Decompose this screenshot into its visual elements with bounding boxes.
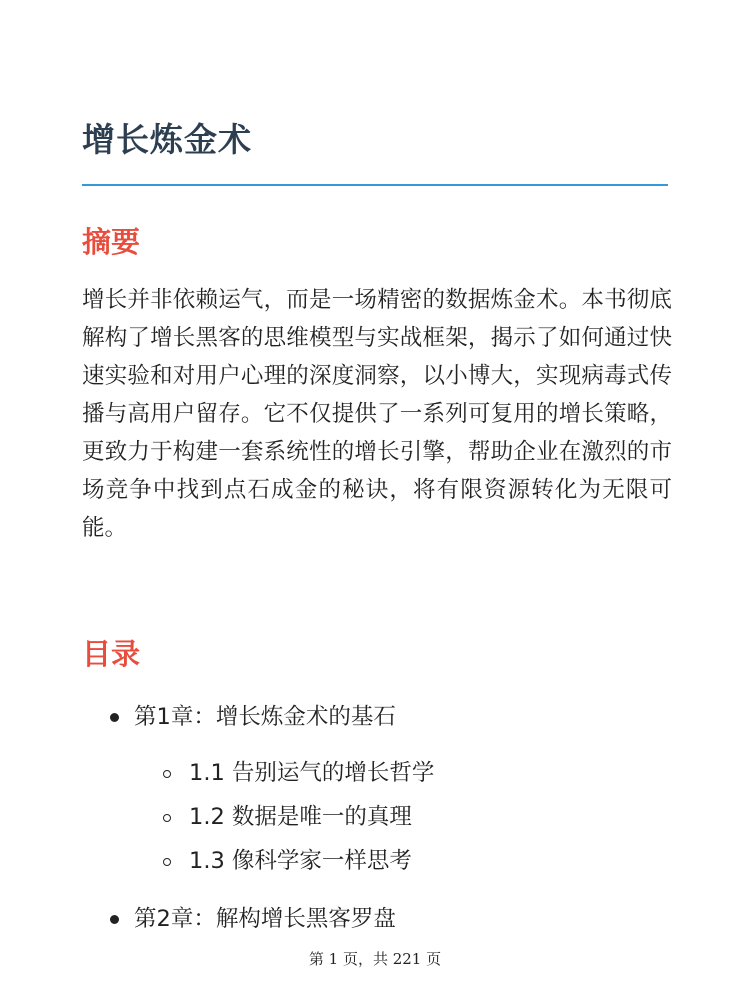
abstract-heading: 摘要	[82, 225, 141, 259]
toc-bullet-circle	[163, 814, 171, 822]
title-divider	[82, 184, 668, 186]
toc-bullet-disc	[110, 713, 119, 722]
page-title: 增长炼金术	[82, 120, 252, 159]
page-footer: 第 1 页，共 221 页	[308, 950, 442, 968]
toc-bullet-circle	[163, 770, 171, 778]
abstract-text: 增长并非依赖运气，而是一场精密的数据炼金术。本书彻底解构了增长黑客的思维模型与实战框架，揭示了如何通过快速实验和对用户心理的深度洞察，以小博大，实现病毒式传播与高用户留存。它不仅提供了一系列可复用的增长策略，更致力于构建一套系统性的增长引擎，帮助企业在激烈的市场竞争中找到点石成金的秘诀，将有限资源转化为无限可能。	[82, 287, 672, 541]
toc-section-1-1: 1.1 告别运气的增长哲学	[189, 760, 435, 786]
toc-chapter-1: 第1章：增长炼金术的基石	[134, 704, 396, 730]
toc-section-1-2: 1.2 数据是唯一的真理	[189, 804, 412, 830]
toc-heading: 目录	[82, 637, 141, 671]
toc-bullet-disc	[110, 915, 119, 924]
toc-bullet-circle	[163, 858, 171, 866]
toc-chapter-2: 第2章：解构增长黑客罗盘	[134, 906, 396, 932]
toc-section-1-3: 1.3 像科学家一样思考	[189, 848, 412, 874]
